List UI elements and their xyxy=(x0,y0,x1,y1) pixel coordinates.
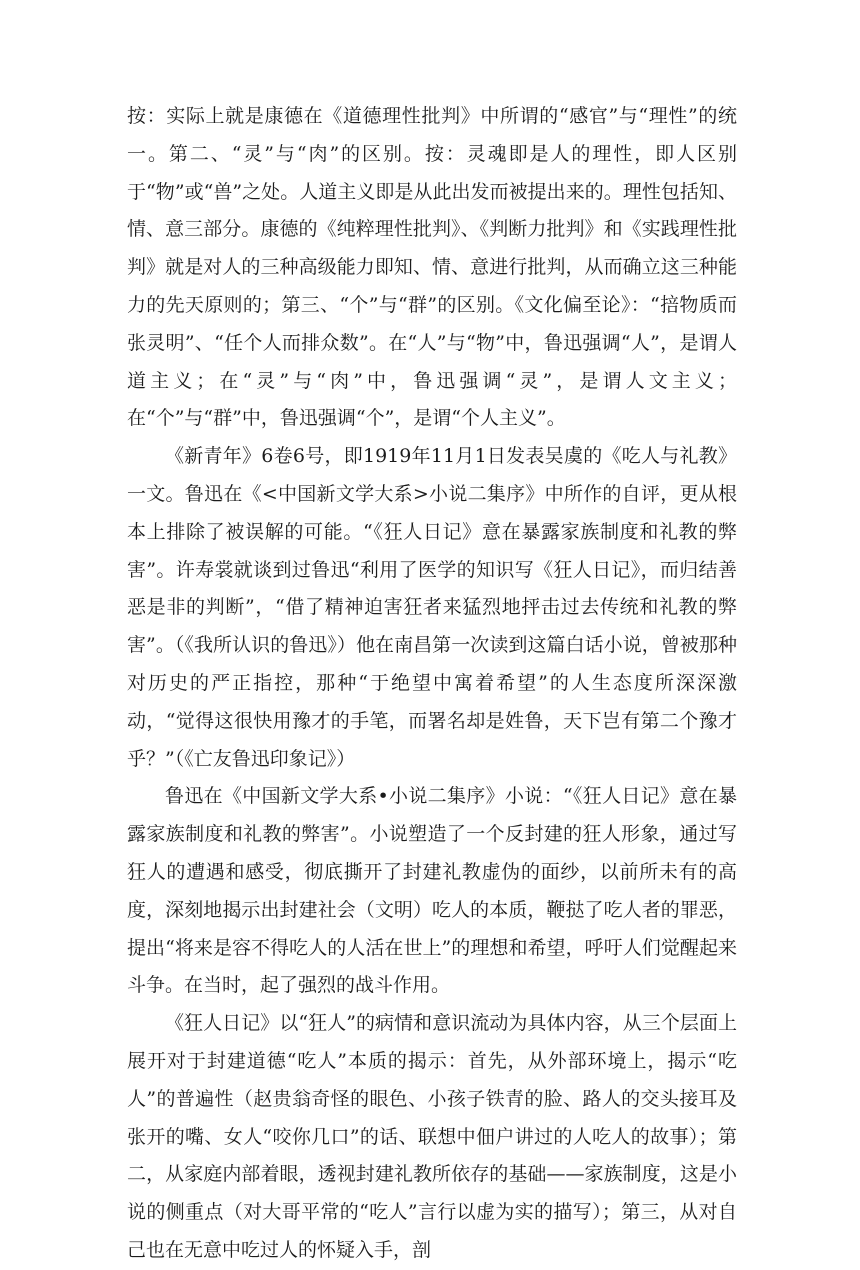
document-body xyxy=(127,98,737,1270)
paragraph-1: 按：实际上就是康德在《道德理性批判》中所谓的“感官”与“理性”的统一。第二、“灵”与“肉”的区别。按：灵魂即是人的理性，即人区别于“物”或“兽”之处。人道主义即是从此出发而被提出来的。理性包括知、情、意三部分。康德的《纯粹理性批判》、《判断力批判》和《实践理性批判》就是对人的三种高级能力即知、情、意进行批判，从而确立这三种能力的先天原则的；第三、“个”与“群”的区别。《文化偏至论》：“掊物质而张灵明”、“任个人而排众数”。在“人”与“物”中，鲁迅强调“人”，是谓人道主义；在“灵”与“肉”中，鲁迅强调“灵”，是谓人文主义；在“个”与“群”中，鲁迅强调“个”，是谓“个人主义”。 xyxy=(127,105,737,430)
paragraph-2: 《新青年》6卷6号，即1919年11月1日发表吴虞的《吃人与礼教》一文。鲁迅在《<中国新文学大系>小说二集序》中所作的自评，更从根本上排除了被误解的可能。“《狂人日记》意在暴露家族制度和礼教的弊害”。许寿裳就谈到过鲁迅“利用了医学的知识写《狂人日记》，而归结善恶是非的判断”，“借了精神迫害狂者来猛烈地抨击过去传统和礼教的弊害”。（《我所认识的鲁迅》）他在南昌第一次读到这篇白话小说，曾被那种对历史的严正指控，那种“于绝望中寓着希望”的人生态度所深深激动，“觉得这很快用豫才的手笔，而署名却是姓鲁，天下岂有第二个豫才乎？”（《亡友鲁迅印象记》） xyxy=(127,445,737,770)
paragraph-3: 鲁迅在《中国新文学大系•小说二集序》小说：“《狂人日记》意在暴露家族制度和礼教的弊害”。小说塑造了一个反封建的狂人形象，通过写狂人的遭遇和感受，彻底撕开了封建礼教虚伪的面纱，以前所未有的高度，深刻地揭示出封建社会（文明）吃人的本质，鞭挞了吃人者的罪恶，提出“将来是容不得吃人的人活在世上”的理想和希望，呼吁人们觉醒起来斗争。在当时，起了强烈的战斗作用。 xyxy=(127,785,737,997)
paragraph-4: 《狂人日记》以“狂人”的病情和意识流动为具体内容，从三个层面上展开对于封建道德“吃人”本质的揭示：首先，从外部环境上，揭示“吃人”的普遍性（赵贵翁奇怪的眼色、小孩子铁青的脸、路人的交头接耳及张开的嘴、女人“咬你几口”的话、联想中佃户讲过的人吃人的故事）；第二，从家庭内部着眼，透视封建礼教所依存的基础——家族制度，这是小说的侧重点（对大哥平常的“吃人”言行以虚为实的描写）；第三，从对自己也在无意中吃过人的怀疑入手，剖 xyxy=(127,1012,737,1261)
